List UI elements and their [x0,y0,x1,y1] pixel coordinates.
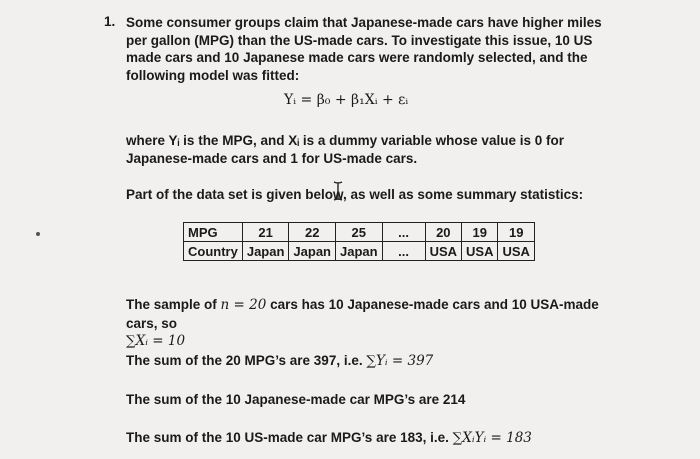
model-equation: Yᵢ = β₀ + β₁Xᵢ + εᵢ [284,92,409,108]
data-table [183,222,535,261]
stat-sum-japanese: The sum of the 10 Japanese-made car MPG’s are 214 [126,392,466,407]
table-cell: ... [382,242,425,261]
question-number: 1. [104,14,116,29]
stat-math: n = 20 [220,297,267,313]
stat-math: ∑Yᵢ = 397 [366,353,434,369]
table-cell: 21 [242,223,289,242]
stat-sum-mpg [126,352,433,371]
table-cell: ... [382,223,425,242]
table-row-label: Country [184,242,243,261]
question-intro: Some consumer groups claim that Japanese-made cars have higher miles per gallon (MPG) than the US-made cars. To investigate this issue, 10 US made cars and 10 Japanese made cars were randomly selected, and the following model was fitted: [126,15,602,83]
data-intro: Part of the data set is given below, as well as some summary statistics: [126,187,584,202]
stat-text: The sum of the 10 US-made car MPG’s are 183, i.e. [126,430,453,445]
table-cell: 25 [336,223,383,242]
table-cell: Japan [242,242,289,261]
table-cell: 19 [462,223,498,242]
table-row-country [184,242,535,261]
table-cell: USA [462,242,498,261]
table-row-mpg [184,223,535,242]
table-cell: 19 [498,223,534,242]
margin-dot [36,232,40,236]
stat-text: cars has 10 Japanese-made cars and 10 USA-made cars, so [126,297,599,331]
table-row-label: MPG [184,223,243,242]
where-text: where Yᵢ is the MPG, and Xᵢ is a dummy variable whose value is 0 for Japanese-made cars and 1 for US-made cars. [126,133,564,166]
stat-sum-us [126,429,532,448]
table-cell: Japan [289,242,336,261]
table-cell: USA [498,242,534,261]
table-cell: Japan [336,242,383,261]
stat-math: ∑XᵢYᵢ = 183 [452,430,532,446]
table-cell: 20 [425,223,461,242]
stat-math: ∑Xᵢ = 10 [126,333,186,349]
text-cursor-icon [332,181,344,201]
stat-text: The sample of [126,297,221,312]
table-cell: USA [425,242,461,261]
table-cell: 22 [289,223,336,242]
stat-text: The sum of the 20 MPG’s are 397, i.e. [126,353,367,368]
stat-sample-size [126,296,606,351]
